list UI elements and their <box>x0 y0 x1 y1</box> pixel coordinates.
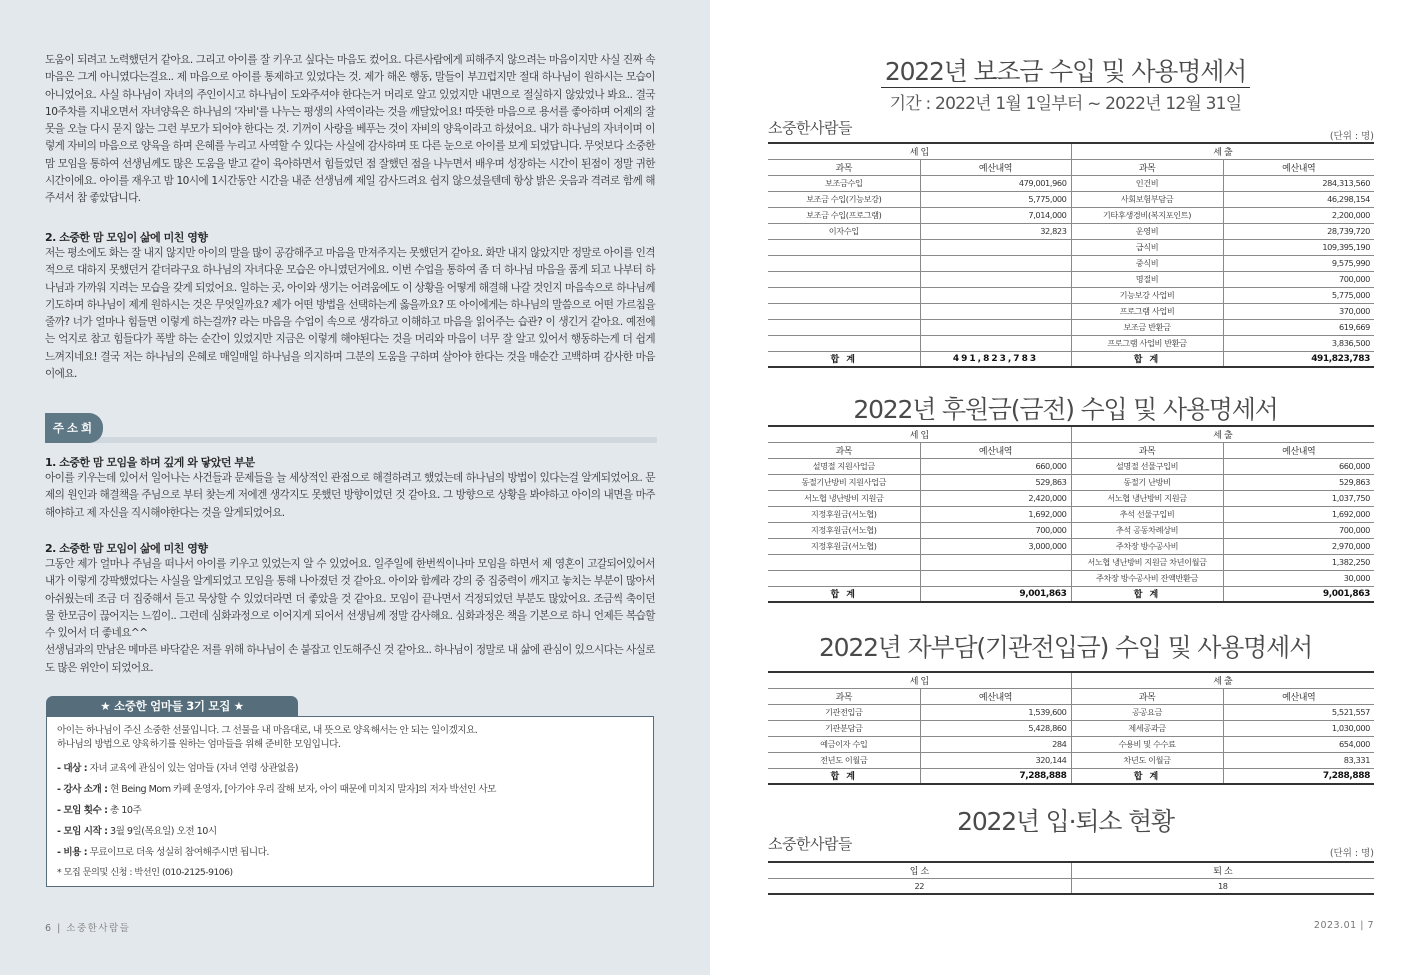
right-page-footer: 2023.01 | 7 <box>1313 920 1374 931</box>
amount-cell: 529,863 <box>920 474 1071 490</box>
total-income: 491,823,783 <box>920 351 1071 367</box>
intro-text: 도움이 되려고 노력했던거 같아요. 그리고 아이를 잘 키우고 싶다는 마음도 컸어요. 다른사람에게 피해주지 않으려는 마음이지만 사실 진짜 속마음은 그게 아니였다는걸요.. 제 마음으로 아이를 통제하고 있었다는 것. 제가 해온 행동, 말들이 부끄럽지만 절대 하나님이 원하시는 모습이 아니었어요. 사실 하나님이 자녀의 주인이시고 하나님이 도와주셔야 한다는거 머리로 알고 있었지만 내면으로 절실하지 않았었나 봐요.. 결국 10주차를 지내오면서 자녀양육은 하나님의 '자비'를 나누는 평생의 사역이라는 것을 깨달았어요! 따뜻한 마음으로 용서를 좋아하며 어제의 잘못을 오늘 다시 묻지 않는 그런 부모가 되어야 한다는 것. 기꺼이 사랑을 베푸는 것이 자비의 양육이라고 하셨어요. 내가 하나님의 자녀이며 이렇게 자비의 마음으로 양육을 하며 은혜를 누리고 사역할 수 있다는 사실에 감사하며 또 다른 눈으로 아이를 보게 되었답니다. 무엇보다 소중한 맘 모임을 통하여 선생님께도 많은 도움을 받고 같이 육아하면서 힘들었던 점 잘했던 점을 나누면서 배우며 성장하는 시간이 된점이 정말 귀한 시간이에요. 아이를 재우고 밤 10시에 1시간동안 시간을 내준 선생님께 제일 감사드려요 쉽지 않으셨을텐데 항상 밝은 웃음과 격려로 함께 해주셔서 참 좋았답니다. <box>45 54 655 205</box>
table-row <box>768 538 1374 554</box>
recruit-intro <box>57 724 643 752</box>
amount-cell: 2,970,000 <box>1223 538 1374 554</box>
amount-cell: 370,000 <box>1223 303 1374 319</box>
expense-header: 세 출 <box>1071 426 1374 442</box>
amount-cell: 5,775,000 <box>1223 287 1374 303</box>
amount-cell: 700,000 <box>1223 271 1374 287</box>
amount-cell <box>920 287 1071 303</box>
amount-cell <box>920 554 1071 570</box>
total-label: 합 계 <box>1071 768 1223 784</box>
item-cell: 차년도 이월금 <box>1071 752 1223 768</box>
item-cell: 지정후원금(서노협) <box>768 522 920 538</box>
recruit-item-value: 3월 9일(목요일) 오전 10시 <box>107 826 217 837</box>
total-label: 합 계 <box>1071 351 1223 367</box>
recruit-item-value: 현 Being Mom 카페 운영자, [아가야 우리 잘해 보자, 아이 때문에 미치지 말자]의 저자 박선인 사모 <box>107 784 496 795</box>
item-cell <box>768 303 920 319</box>
section2-paragraph <box>45 470 655 522</box>
table-row <box>768 570 1374 586</box>
subsidy-table <box>768 142 1374 368</box>
recruit-contact-note: * 모집 문의및 신청 : 박선인 (010-2125-9106) <box>57 867 233 878</box>
amount-cell <box>920 570 1071 586</box>
left-page <box>0 0 710 975</box>
recruit-box <box>46 716 654 887</box>
table-body <box>768 175 1374 351</box>
table-row <box>768 720 1374 736</box>
total-expense: 9,001,863 <box>1223 586 1374 602</box>
admission-header: 입 소 <box>768 862 1071 878</box>
budget-header: 예산내역 <box>1223 688 1374 704</box>
period-label: 기간 : 2022년 1월 1일부터 ~ 2022년 12월 31일 <box>889 94 1242 114</box>
item-cell <box>768 255 920 271</box>
recruit-item-label: - 비용 : <box>57 847 88 858</box>
admission-table <box>768 861 1374 895</box>
table-body <box>768 458 1374 586</box>
table-body <box>768 704 1374 768</box>
author-divider <box>45 437 657 443</box>
amount-cell: 3,836,500 <box>1223 335 1374 351</box>
table-row <box>768 319 1374 335</box>
author-name-tab: 주소희 <box>45 413 103 443</box>
item-cell <box>768 554 920 570</box>
total-label: 합 계 <box>768 351 920 367</box>
subsidy-title-text: 2022년 보조금 수입 및 사용명세서 <box>881 57 1250 88</box>
intro-paragraph <box>45 52 655 208</box>
recruit-intro-line-2: 하나님의 방법으로 양육하기를 원하는 엄마들을 위해 준비한 모임입니다. <box>57 739 341 750</box>
amount-cell <box>920 239 1071 255</box>
item-cell: 이자수입 <box>768 223 920 239</box>
amount-cell: 660,000 <box>1223 458 1374 474</box>
total-expense: 491,823,783 <box>1223 351 1374 367</box>
subsidy-title <box>710 52 1421 88</box>
item-cell: 기타후생경비(복지포인트) <box>1071 207 1223 223</box>
amount-cell: 5,428,860 <box>920 720 1071 736</box>
section1-heading: 2. 소중한 맘 모임이 삶에 미친 영향 <box>45 231 208 244</box>
item-cell: 급식비 <box>1071 239 1223 255</box>
amount-cell <box>920 319 1071 335</box>
amount-cell: 5,775,000 <box>920 191 1071 207</box>
recruit-item <box>57 842 643 863</box>
section3-text-2: 선생님과의 만남은 메마른 바닥같은 저를 위해 하나님이 손 붙잡고 인도해주신 것 같아요.. 하나님이 정말로 내 삶에 관심이 있으시다는 사실로도 많은 위안이 되었어요. <box>45 644 655 674</box>
item-cell: 사회보험부담금 <box>1071 191 1223 207</box>
section1-text: 저는 평소에도 화는 잘 내지 않지만 아이의 말을 많이 공감해주고 마음을 만져주지는 못했던거 같아요. 화만 내지 않았지만 정말로 아이를 인격적으로 대하지 못했던거 같더라구요 하나님의 자녀다운 모습은 아니였던거에요. 이번 수업을 통하여 좀 더 하나님 마음을 품게 되고 나부터 하나님과 가까워 지려는 모습을 갖게 되었어요. 일하는 곳, 아이와 생기는 어려움에도 이 상황을 어떻게 해결해 나갈 것인지 마음속으로 하나님께 기도하며 하나님이 제게 원하시는 것은 무엇일까요? 제가 어떤 방법을 선택하는게 옳을까요? 또 아이에게는 하나님의 말씀으로 어떤 가르침을 줄까? 너가 얼마나 힘들면 이렇게 하는걸까? 라는 마음을 수업이 속으로 생각하고 이해하고 마음을 읽어주는 습관? 이 생긴거 같아요. 예전에는 억지로 참고 힘들다가 폭발 하는 순간이 있었지만 지금은 이렇게 해야된다는 것을 머리와 마음이 너무 잘 알고 있어서 행동하는게 더 쉽게 느껴지네요! 결국 저는 하나님의 은혜로 매일매일 하나님을 의지하며 그분의 도움을 구하며 살아야 한다는 것을 매순간 고백하며 감사한 마음이에요. <box>45 247 655 381</box>
table-row <box>768 239 1374 255</box>
amount-cell: 28,739,720 <box>1223 223 1374 239</box>
recruit-item <box>57 800 643 821</box>
table-row <box>768 506 1374 522</box>
discharge-header: 퇴 소 <box>1071 862 1374 878</box>
recruit-item-label: - 모임 시작 : <box>57 826 108 837</box>
item-cell: 전년도 이월금 <box>768 752 920 768</box>
total-label: 합 계 <box>1071 586 1223 602</box>
amount-cell: 83,331 <box>1223 752 1374 768</box>
amount-cell <box>920 271 1071 287</box>
item-cell: 보조금 반환금 <box>1071 319 1223 335</box>
unit-label: (단위 : 명) <box>1329 848 1374 859</box>
item-cell <box>768 570 920 586</box>
budget-header: 예산내역 <box>920 159 1071 175</box>
amount-cell: 9,575,990 <box>1223 255 1374 271</box>
table-row <box>768 458 1374 474</box>
item-header: 과목 <box>1071 159 1223 175</box>
amount-cell: 1,692,000 <box>1223 506 1374 522</box>
item-cell: 설명절 선물구입비 <box>1071 458 1223 474</box>
recruit-item-value: 자녀 교육에 관심이 있는 엄마들 (자녀 연령 상관없음) <box>87 763 299 774</box>
amount-cell: 284 <box>920 736 1071 752</box>
item-cell: 인건비 <box>1071 175 1223 191</box>
amount-cell: 284,313,560 <box>1223 175 1374 191</box>
recruit-item <box>57 758 643 779</box>
item-cell: 동절기난방비 지원사업금 <box>768 474 920 490</box>
self-funding-table <box>768 671 1374 785</box>
table-row <box>768 271 1374 287</box>
amount-cell <box>920 335 1071 351</box>
item-cell: 명절비 <box>1071 271 1223 287</box>
recruit-intro-line-1: 아이는 하나님이 주신 소중한 선물입니다. 그 선물을 내 마음대로, 내 뜻으로 양육해서는 안 되는 일이겠지요. <box>57 725 478 736</box>
total-expense: 7,288,888 <box>1223 768 1374 784</box>
item-cell: 공공요금 <box>1071 704 1223 720</box>
table-row <box>768 175 1374 191</box>
table-row <box>768 191 1374 207</box>
item-cell <box>768 335 920 351</box>
budget-header: 예산내역 <box>1223 159 1374 175</box>
item-header: 과목 <box>768 442 920 458</box>
amount-cell: 529,863 <box>1223 474 1374 490</box>
item-cell: 기능보강 사업비 <box>1071 287 1223 303</box>
amount-cell: 660,000 <box>920 458 1071 474</box>
table-row <box>768 303 1374 319</box>
donation-table <box>768 425 1374 603</box>
item-cell <box>768 239 920 255</box>
amount-cell: 619,669 <box>1223 319 1374 335</box>
item-cell: 주차장 방수공사비 잔액반환금 <box>1071 570 1223 586</box>
admission-title: 2022년 입·퇴소 현황 <box>957 807 1174 836</box>
section3-paragraph <box>45 556 655 677</box>
item-cell: 예금이자 수입 <box>768 736 920 752</box>
table-row <box>768 223 1374 239</box>
amount-cell: 1,030,000 <box>1223 720 1374 736</box>
amount-cell: 109,395,190 <box>1223 239 1374 255</box>
amount-cell: 654,000 <box>1223 736 1374 752</box>
item-header: 과목 <box>768 159 920 175</box>
discharge-count: 18 <box>1071 878 1374 894</box>
table-row <box>768 554 1374 570</box>
item-cell: 운영비 <box>1071 223 1223 239</box>
item-cell: 보조금 수입(기능보강) <box>768 191 920 207</box>
item-cell: 기관분담금 <box>768 720 920 736</box>
item-cell: 설명절 지원사업금 <box>768 458 920 474</box>
item-cell: 프로그램 사업비 반환금 <box>1071 335 1223 351</box>
table-row <box>768 704 1374 720</box>
item-cell: 추석 선물구입비 <box>1071 506 1223 522</box>
table-row <box>768 490 1374 506</box>
recruit-item <box>57 821 643 842</box>
item-cell: 지정후원금(서노협) <box>768 538 920 554</box>
amount-cell: 1,382,250 <box>1223 554 1374 570</box>
amount-cell: 320,144 <box>920 752 1071 768</box>
item-cell: 서노협 냉난방비 지원금 <box>1071 490 1223 506</box>
amount-cell: 1,692,000 <box>920 506 1071 522</box>
item-cell: 보조금 수입(프로그램) <box>768 207 920 223</box>
table-row <box>768 522 1374 538</box>
recruit-item-label: - 강사 소개 : <box>57 784 108 795</box>
item-cell: 프로그램 사업비 <box>1071 303 1223 319</box>
amount-cell: 7,014,000 <box>920 207 1071 223</box>
item-cell: 기관전입금 <box>768 704 920 720</box>
amount-cell: 46,298,154 <box>1223 191 1374 207</box>
table-row <box>768 474 1374 490</box>
amount-cell: 30,000 <box>1223 570 1374 586</box>
total-label: 합 계 <box>768 586 920 602</box>
budget-header: 예산내역 <box>1223 442 1374 458</box>
item-cell: 추석 공동차례상비 <box>1071 522 1223 538</box>
amount-cell: 700,000 <box>1223 522 1374 538</box>
income-header: 세 입 <box>768 143 1071 159</box>
expense-header: 세 출 <box>1071 672 1374 688</box>
income-header: 세 입 <box>768 426 1071 442</box>
item-header: 과목 <box>1071 442 1223 458</box>
amount-cell: 700,000 <box>920 522 1071 538</box>
amount-cell: 32,823 <box>920 223 1071 239</box>
recruit-item-value: 총 10주 <box>107 805 142 816</box>
donation-title: 2022년 후원금(금전) 수입 및 사용명세서 <box>853 395 1278 424</box>
recruit-item-value: 무료이므로 더욱 성실히 참여해주시면 됩니다. <box>87 847 269 858</box>
amount-cell <box>920 255 1071 271</box>
expense-header: 세 출 <box>1071 143 1374 159</box>
item-cell: 수용비 및 수수료 <box>1071 736 1223 752</box>
table-row <box>768 736 1374 752</box>
table-row <box>768 752 1374 768</box>
income-header: 세 입 <box>768 672 1071 688</box>
item-cell: 보조금수입 <box>768 175 920 191</box>
item-cell: 중식비 <box>1071 255 1223 271</box>
item-header: 과목 <box>1071 688 1223 704</box>
item-cell <box>768 271 920 287</box>
recruit-item-label: - 모임 횟수 : <box>57 805 108 816</box>
section2-text: 아이를 키우는데 있어서 일어나는 사건들과 문제들을 늘 세상적인 관점으로 해결하려고 했었는데 하나님의 방법이 있다는걸 알게되었어요. 문제의 원인과 해결책을 주님으로 부터 찾는게 저에겐 생각지도 못했던 방향이었던 것 같아요. 그 방향으로 상황을 봐야하고 아이의 내면을 마주해야하고 제 자신을 직시해야한다는 것을 알게되었어요. <box>45 472 655 519</box>
amount-cell: 3,000,000 <box>920 538 1071 554</box>
budget-header: 예산내역 <box>920 688 1071 704</box>
table-row <box>768 287 1374 303</box>
amount-cell <box>920 303 1071 319</box>
left-page-footer: 6 | 소중한사람들 <box>45 923 131 934</box>
right-page <box>710 0 1421 975</box>
item-cell: 서노협 냉난방비 지원금 <box>768 490 920 506</box>
recruit-item <box>57 779 643 800</box>
budget-header: 예산내역 <box>920 442 1071 458</box>
self-funding-title: 2022년 자부담(기관전입금) 수입 및 사용명세서 <box>818 633 1313 662</box>
amount-cell: 1,037,750 <box>1223 490 1374 506</box>
org-name: 소중한사람들 <box>768 835 852 853</box>
item-cell <box>768 287 920 303</box>
section1-paragraph <box>45 245 655 383</box>
section2-heading: 1. 소중한 맘 모임을 하며 깊게 와 닿았던 부분 <box>45 456 255 469</box>
amount-cell: 1,539,600 <box>920 704 1071 720</box>
amount-cell: 2,420,000 <box>920 490 1071 506</box>
section3-text-1: 그동안 제가 얼마나 주님을 떠나서 아이를 키우고 있었는지 알 수 있었어요. 일주일에 한번씩이나마 모임을 하면서 제 영혼이 고갈되어있어서 내가 이렇게 강팍했었다는 사실을 알게되었고 모임을 통해 나아졌던 것 같아요. 아이와 함께라 강의 중 집중력이 깨지고 놓치는 부분이 많아서 아쉬웠는데 조금 더 집중해서 듣고 묵상할 수 있었더라면 더 좋았을 것 같아요. 모임이 끝나면서 걱정되었던 부분도 많았어요. 조금씩 축이던 물 한모금이 끊어지는 느낌이.. 그런데 심화과정으로 이어지게 되어서 선생님께 정말 감사해요. 심화과정은 책을 기본으로 하니 언제든 복습할 수 있어서 더 좋네요^^ <box>45 558 655 640</box>
table-row <box>768 335 1374 351</box>
item-cell: 제세공과금 <box>1071 720 1223 736</box>
amount-cell: 5,521,557 <box>1223 704 1374 720</box>
item-header: 과목 <box>768 688 920 704</box>
item-cell: 서노협 냉난방비 지원금 차년이월금 <box>1071 554 1223 570</box>
recruit-item-label: - 대상 : <box>57 763 88 774</box>
org-name: 소중한사람들 <box>768 119 852 137</box>
item-cell: 동절기 난방비 <box>1071 474 1223 490</box>
section3-heading: 2. 소중한 맘 모임이 삶에 미친 영향 <box>45 542 208 555</box>
item-cell <box>768 319 920 335</box>
table-row <box>768 207 1374 223</box>
item-cell: 주차장 방수공사비 <box>1071 538 1223 554</box>
total-income: 7,288,888 <box>920 768 1071 784</box>
item-cell: 지정후원금(서노협) <box>768 506 920 522</box>
amount-cell: 479,001,960 <box>920 175 1071 191</box>
total-label: 합 계 <box>768 768 920 784</box>
recruit-title: ★ 소중한 엄마들 3기 모집 ★ <box>46 696 298 716</box>
table-row <box>768 255 1374 271</box>
admission-count: 22 <box>768 878 1071 894</box>
total-income: 9,001,863 <box>920 586 1071 602</box>
unit-label: (단위 : 명) <box>1329 131 1374 142</box>
amount-cell: 2,200,000 <box>1223 207 1374 223</box>
